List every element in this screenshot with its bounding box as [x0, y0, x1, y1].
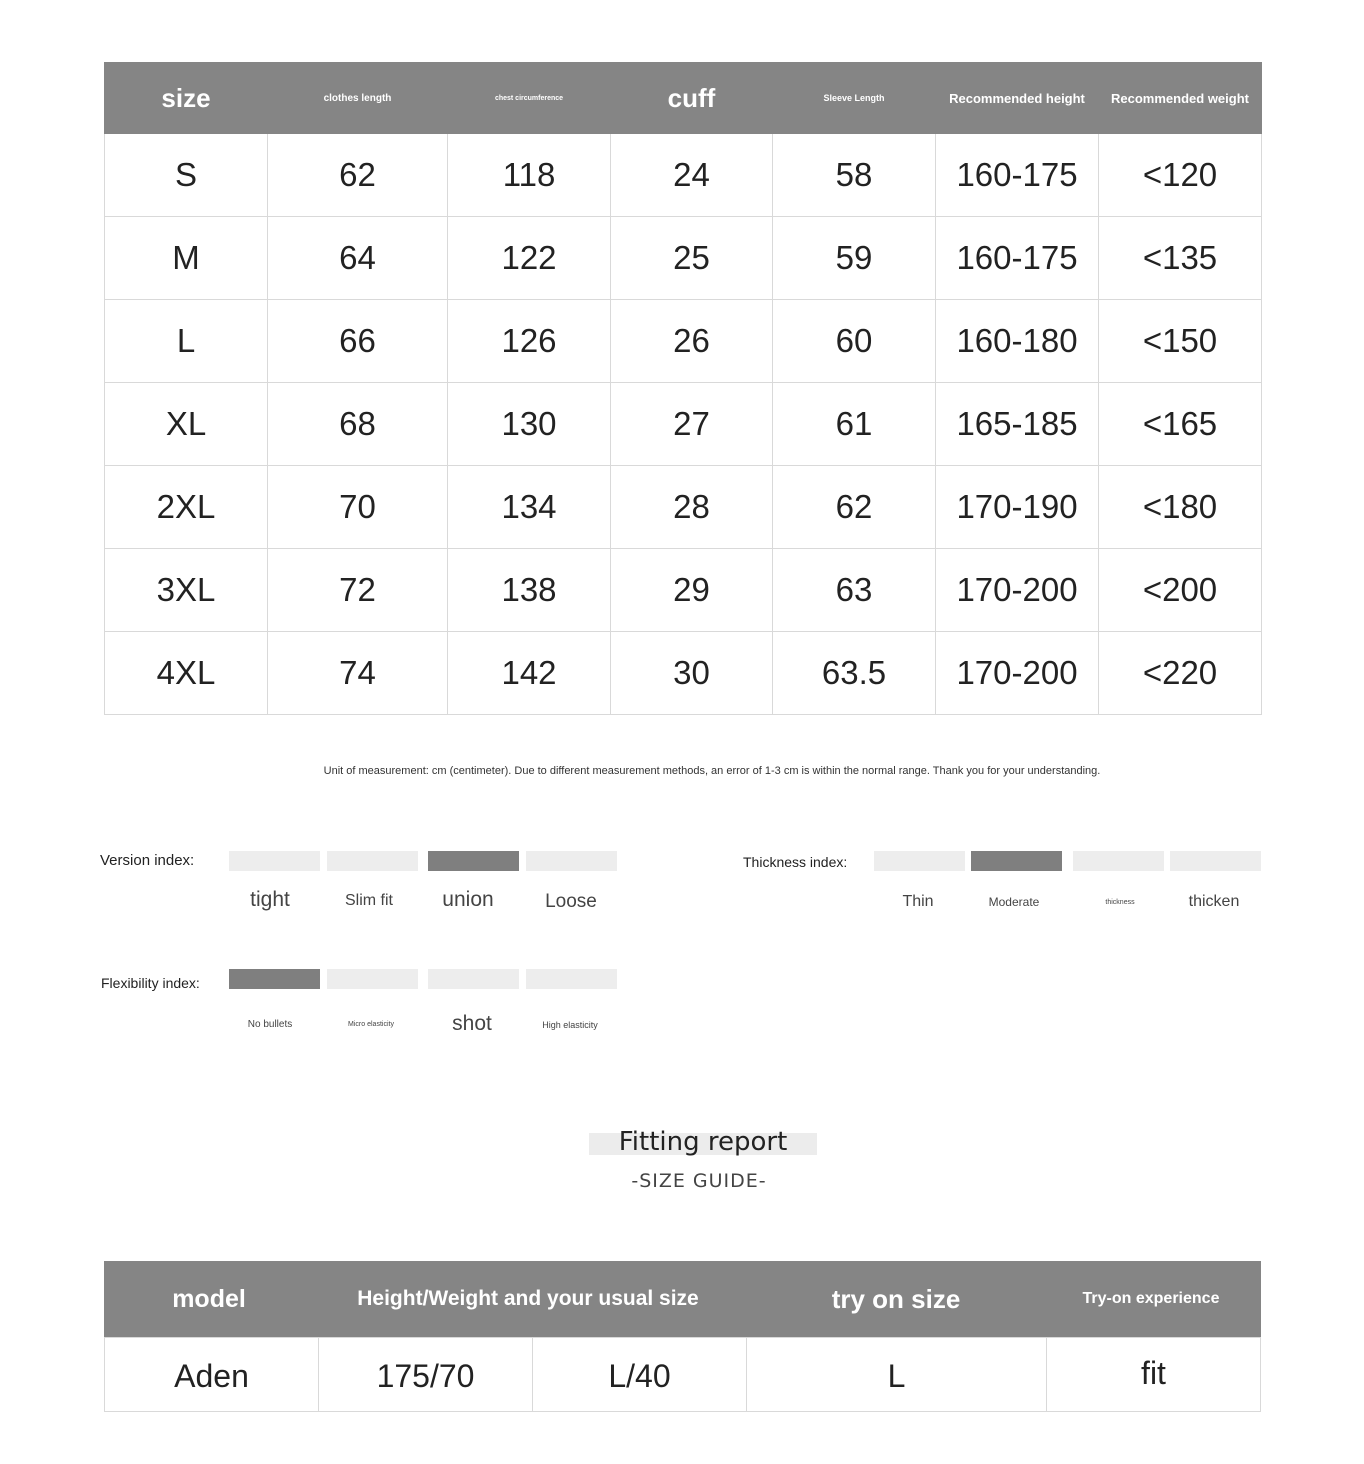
- flexibility-bar-high-elasticity: [526, 969, 617, 989]
- cell-recommended-weight: <135: [1099, 217, 1262, 300]
- cell-cuff: 30: [611, 632, 773, 715]
- cell-clothes-length: 64: [268, 217, 448, 300]
- cell-clothes-length: 72: [268, 549, 448, 632]
- table-row: [105, 217, 1262, 300]
- cell-size: 3XL: [105, 549, 268, 632]
- cell-sleeve-length: 59: [773, 217, 936, 300]
- table-row: [105, 300, 1262, 383]
- cell-clothes-length: 66: [268, 300, 448, 383]
- version-option-tight: tight: [250, 888, 290, 911]
- try-on-experience-cell: fit: [1141, 1355, 1166, 1391]
- cell-chest-circumference: 126: [448, 300, 611, 383]
- cell-recommended-weight: <200: [1099, 549, 1262, 632]
- thickness-option-thin: Thin: [902, 893, 934, 910]
- cell-recommended-weight: <165: [1099, 383, 1262, 466]
- header-recommended-height: Recommended height: [936, 63, 1099, 134]
- cell-chest-circumference: 142: [448, 632, 611, 715]
- version-index-label: Version index:: [100, 852, 195, 869]
- cell-recommended-weight: <220: [1099, 632, 1262, 715]
- thickness-bar-moderate: [971, 851, 1062, 871]
- thickness-option-thicken: thicken: [1188, 893, 1240, 910]
- version-option-slim-fit: Slim fit: [345, 892, 393, 909]
- table-row: [105, 632, 1262, 715]
- cell-clothes-length: 70: [268, 466, 448, 549]
- unit-note: Unit of measurement: cm (centimeter). Due to different measurement methods, an error of 1-3 cm is within the normal range. Thank you for your understanding.: [323, 765, 1101, 777]
- cell-recommended-weight: <150: [1099, 300, 1262, 383]
- cell-recommended-height: 160-180: [936, 300, 1099, 383]
- version-option-loose: Loose: [545, 891, 597, 912]
- cell-cuff: 27: [611, 383, 773, 466]
- header-clothes-length: clothes length: [268, 63, 448, 134]
- header-model: model: [172, 1285, 246, 1313]
- cell-recommended-height: 160-175: [936, 134, 1099, 217]
- size-chart-header-row: [105, 63, 1262, 134]
- size-chart-table: [104, 62, 1262, 715]
- header-recommended-weight: Recommended weight: [1099, 63, 1262, 134]
- cell-sleeve-length: 58: [773, 134, 936, 217]
- cell-size: 4XL: [105, 632, 268, 715]
- cell-recommended-height: 170-190: [936, 466, 1099, 549]
- version-bar-tight: [229, 851, 320, 871]
- thickness-index-label: Thickness index:: [743, 854, 848, 870]
- try-on-size-cell: L: [747, 1338, 1047, 1411]
- cell-sleeve-length: 63.5: [773, 632, 936, 715]
- cell-size: S: [105, 134, 268, 217]
- model-name-cell: Aden: [105, 1338, 319, 1411]
- flexibility-option-high-elasticity: High elasticity: [542, 1020, 598, 1030]
- thickness-bar-thicken: [1170, 851, 1261, 871]
- thickness-option-moderate: Moderate: [988, 895, 1040, 909]
- cell-sleeve-length: 62: [773, 466, 936, 549]
- cell-sleeve-length: 63: [773, 549, 936, 632]
- cell-size: L: [105, 300, 268, 383]
- flexibility-option-shot: shot: [452, 1012, 492, 1035]
- cell-clothes-length: 62: [268, 134, 448, 217]
- cell-chest-circumference: 138: [448, 549, 611, 632]
- header-try-on-experience: Try-on experience: [1082, 1290, 1220, 1307]
- cell-sleeve-length: 61: [773, 383, 936, 466]
- cell-recommended-height: 165-185: [936, 383, 1099, 466]
- cell-chest-circumference: 122: [448, 217, 611, 300]
- cell-cuff: 26: [611, 300, 773, 383]
- version-option-union: union: [442, 888, 494, 911]
- fitting-report-subtitle: -SIZE GUIDE-: [631, 1170, 767, 1192]
- flexibility-index-label: Flexibility index:: [101, 975, 200, 991]
- cell-recommended-weight: <180: [1099, 466, 1262, 549]
- thickness-bar-thin: [874, 851, 965, 871]
- cell-chest-circumference: 134: [448, 466, 611, 549]
- table-row: [105, 134, 1262, 217]
- thickness-option-thickness: thickness: [1105, 899, 1135, 906]
- version-bar-loose: [526, 851, 617, 871]
- fitting-report-row: [104, 1337, 1261, 1412]
- cell-cuff: 24: [611, 134, 773, 217]
- header-sleeve-length: Sleeve Length: [773, 63, 936, 134]
- table-row: [105, 466, 1262, 549]
- header-cuff: cuff: [611, 63, 773, 134]
- thickness-bar-thickness: [1073, 851, 1164, 871]
- cell-recommended-height: 160-175: [936, 217, 1099, 300]
- cell-chest-circumference: 130: [448, 383, 611, 466]
- cell-cuff: 25: [611, 217, 773, 300]
- flexibility-option-micro-elasticity: Micro elasticity: [348, 1021, 394, 1028]
- usual-size-cell: L/40: [533, 1338, 747, 1411]
- cell-size: M: [105, 217, 268, 300]
- flexibility-option-no-bullets: No bullets: [247, 1019, 293, 1030]
- height-weight-cell: 175/70: [319, 1338, 533, 1411]
- cell-recommended-weight: <120: [1099, 134, 1262, 217]
- cell-cuff: 29: [611, 549, 773, 632]
- table-row: [105, 549, 1262, 632]
- flexibility-bar-micro-elasticity: [327, 969, 418, 989]
- cell-recommended-height: 170-200: [936, 549, 1099, 632]
- cell-cuff: 28: [611, 466, 773, 549]
- cell-sleeve-length: 60: [773, 300, 936, 383]
- fitting-report-header: [104, 1261, 1261, 1337]
- cell-recommended-height: 170-200: [936, 632, 1099, 715]
- version-bar-slim-fit: [327, 851, 418, 871]
- header-chest-circumference: chest circumference: [448, 63, 611, 134]
- fitting-report-title: Fitting report: [618, 1127, 788, 1157]
- header-size: size: [105, 63, 268, 134]
- table-row: [105, 383, 1262, 466]
- header-height-weight-usual-size: Height/Weight and your usual size: [357, 1287, 699, 1310]
- flexibility-bar-no-bullets: [229, 969, 320, 989]
- cell-clothes-length: 74: [268, 632, 448, 715]
- cell-size: 2XL: [105, 466, 268, 549]
- cell-chest-circumference: 118: [448, 134, 611, 217]
- flexibility-bar-shot: [428, 969, 519, 989]
- cell-size: XL: [105, 383, 268, 466]
- header-try-on-size: try on size: [831, 1284, 961, 1314]
- cell-clothes-length: 68: [268, 383, 448, 466]
- version-bar-union: [428, 851, 519, 871]
